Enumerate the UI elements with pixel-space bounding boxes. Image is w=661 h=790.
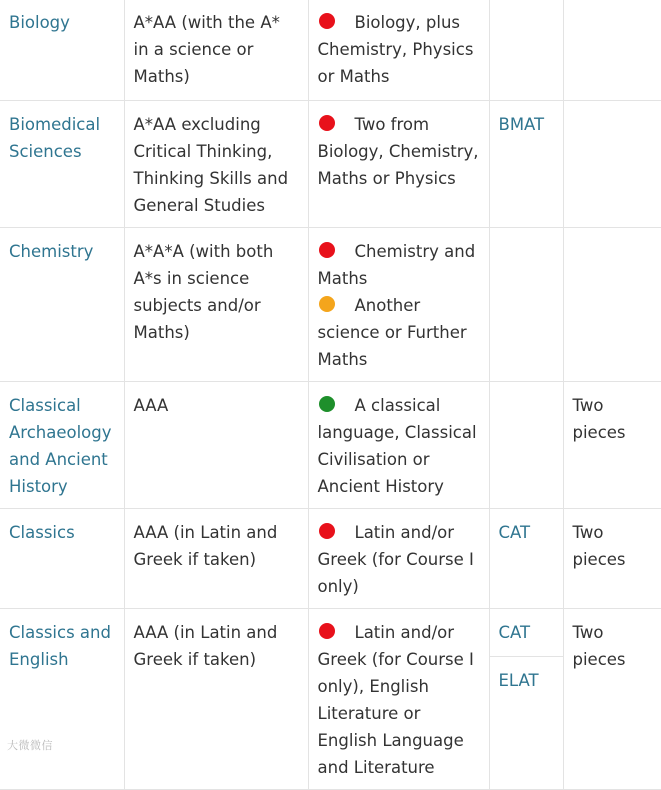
test-link[interactable]: ELAT xyxy=(498,670,539,690)
course-link[interactable]: Classics and English xyxy=(9,622,111,669)
grades-cell: A*AA excluding Critical Thinking, Thinking Skills and General Studies xyxy=(124,100,308,227)
course-cell xyxy=(0,608,124,789)
grades-cell: A*AA (with the A* in a science or Maths) xyxy=(124,0,308,100)
course-link[interactable]: Chemistry xyxy=(9,241,94,261)
test-link[interactable]: CAT xyxy=(498,622,531,642)
table-row xyxy=(0,508,661,608)
course-link[interactable]: Classics xyxy=(9,522,75,542)
test-cell xyxy=(489,381,563,508)
test-link[interactable]: BMAT xyxy=(498,114,545,134)
test-sub-cell xyxy=(490,619,563,657)
written-work-cell xyxy=(563,227,661,381)
written-work-cell: Two pieces xyxy=(563,508,661,608)
course-link[interactable]: Biology xyxy=(9,13,70,32)
written-work-cell xyxy=(563,100,661,227)
table-row xyxy=(0,100,661,227)
requirements-cell: A classical language, Classical Civilisation or Ancient History xyxy=(308,381,489,508)
requirements-cell: Latin and/or Greek (for Course I only), English Literature or English Language and Literature xyxy=(308,608,489,789)
grades-cell: AAA (in Latin and Greek if taken) xyxy=(124,608,308,789)
test-cell xyxy=(489,227,563,381)
course-cell xyxy=(0,100,124,227)
grades-cell: AAA (in Latin and Greek if taken) xyxy=(124,508,308,608)
course-cell xyxy=(0,0,124,100)
course-link[interactable]: Biomedical Sciences xyxy=(9,114,101,161)
requirements-cell: Latin and/or Greek (for Course I only) xyxy=(308,508,489,608)
table-row xyxy=(0,381,661,508)
red-dot-icon xyxy=(319,242,335,258)
grades-cell: AAA xyxy=(124,381,308,508)
red-dot-icon xyxy=(319,115,335,131)
test-cell xyxy=(489,0,563,100)
red-dot-icon xyxy=(319,13,335,29)
course-link[interactable]: Classical Archaeology and Ancient History xyxy=(9,395,112,496)
test-cell xyxy=(489,608,563,789)
test-sub-cell xyxy=(499,657,554,694)
green-dot-icon xyxy=(319,396,335,412)
test-cell xyxy=(489,508,563,608)
table-row xyxy=(0,608,661,789)
written-work-cell: Two pieces xyxy=(563,381,661,508)
test-link[interactable]: CAT xyxy=(498,522,531,542)
orange-dot-icon xyxy=(319,296,335,312)
table-row xyxy=(0,227,661,381)
grades-cell: A*A*A (with both A*s in science subjects and/or Maths) xyxy=(124,227,308,381)
written-work-cell: Two pieces xyxy=(563,608,661,789)
requirements-cell: Two from Biology, Chemistry, Maths or Physics xyxy=(308,100,489,227)
requirements-cell: Chemistry and Maths Another science or Further Maths xyxy=(308,227,489,381)
written-work-cell xyxy=(563,0,661,100)
red-dot-icon xyxy=(319,523,335,539)
requirements-cell: Biology, plus Chemistry, Physics or Maths xyxy=(308,0,489,100)
red-dot-icon xyxy=(319,623,335,639)
watermark: 大微微信 xyxy=(7,739,53,752)
course-cell xyxy=(0,227,124,381)
course-cell xyxy=(0,508,124,608)
course-cell xyxy=(0,381,124,508)
test-cell xyxy=(489,100,563,227)
table-row xyxy=(0,0,661,100)
